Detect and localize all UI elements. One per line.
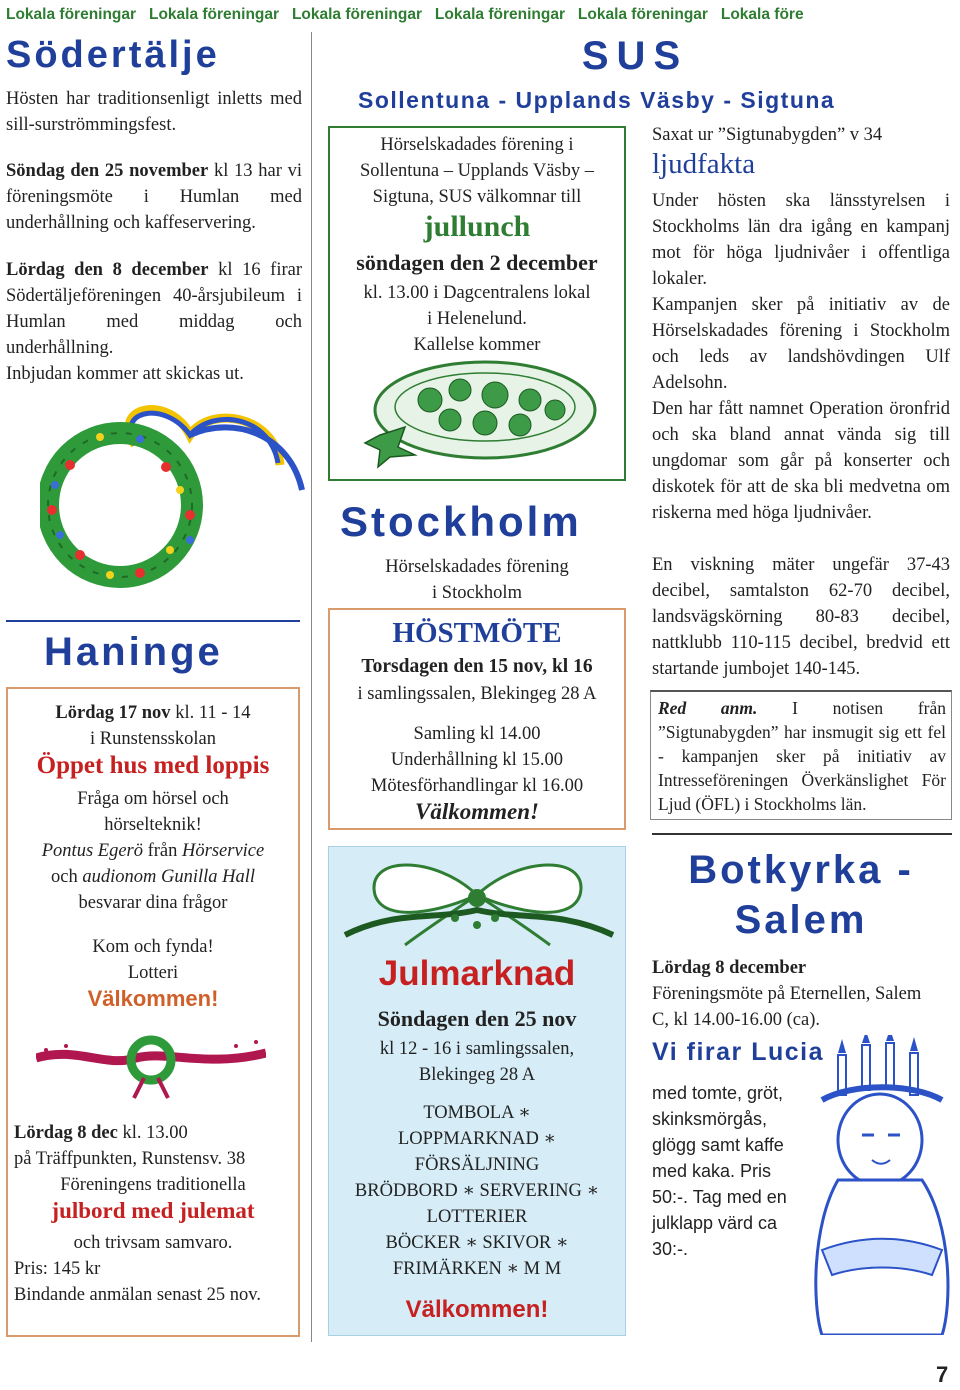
sus-title: SUS xyxy=(581,34,689,78)
haninge-date2-place: på Träffpunkten, Runstensv. 38 xyxy=(14,1149,246,1169)
haninge-julbord: julbord med julemat xyxy=(51,1198,255,1223)
cookie-plate-illustration xyxy=(360,355,600,470)
sus-subtitle: Sollentuna - Upplands Väsby - Sigtuna xyxy=(358,87,836,113)
haninge-speaker-3: besvarar dina frågor xyxy=(78,893,228,913)
stockholm-schedule-2: Underhållning kl 15.00 xyxy=(390,750,564,770)
botkyrka-lucia-text: med tomte, gröt, skinksmörgås, glögg samt kaffe med kaka. Pris 50:-. Tag med en julklapp värd ca 30:-. xyxy=(652,1083,787,1259)
haninge-speaker-och: och xyxy=(50,867,78,887)
julmarknad-date: Söndagen den 25 nov xyxy=(377,1006,577,1031)
lucia-illustration xyxy=(802,1035,958,1335)
sus-intro-3: Sigtuna, SUS välkomnar till xyxy=(372,187,582,207)
botkyrka-title-2: Salem xyxy=(734,898,868,942)
bow-illustration xyxy=(335,850,620,950)
haninge-date xyxy=(8,700,298,726)
haninge-date-bold: Lördag 17 nov xyxy=(55,703,171,723)
botkyrka-title-rule xyxy=(652,833,952,835)
julmarknad-item-6: BÖCKER ∗ SKIVOR ∗ xyxy=(385,1233,569,1253)
haninge-trad: Föreningens traditionella xyxy=(60,1175,246,1195)
stockholm-org-1: Hörselskadades förening xyxy=(385,557,569,577)
sodertalje-p3-date: Lördag den 8 december xyxy=(6,260,209,280)
botkyrka-date: Lördag 8 december xyxy=(652,958,807,978)
julmarknad-item-2: LOPPMARKNAD ∗ xyxy=(397,1129,557,1149)
sodertalje-p2-text: kl 13 har vi föreningsmöte i Humlan med underhållning och kaffeservering. xyxy=(6,161,303,233)
botkyrka-text: Föreningsmöte på Eternellen, Salem C, kl 14.00-16.00 (ca). xyxy=(652,984,922,1030)
page-header: Lokala föreningar Lokala föreningar Lokala föreningar Lokala föreningar Lokala föreningar Lokala före xyxy=(6,6,804,23)
ljudfakta-note-text: I notisen från ”Sigtunabygden” har insmugit sig ett fel - kampanjen sker på initiativ av Intresseföreningen Överkänslighet För Ljud (ÖFL) i Stockholms län. xyxy=(658,698,946,814)
julmarknad-place: Blekingeg 28 A xyxy=(418,1065,536,1085)
sodertalje-p2-date: Söndag den 25 november xyxy=(6,161,209,181)
ljudfakta-p3: Den har fått namnet Operation öronfrid och ska bland annat vända sig till ungdomar som går på konserter och diskotek för att de ska bli medvetna om riskerna med höga ljudnivåer. xyxy=(652,399,950,523)
sus-jullunch: jullunch xyxy=(423,210,531,243)
haninge-date-rest: kl. 11 - 14 xyxy=(175,703,251,723)
haninge-kom: Kom och fynda! xyxy=(92,937,214,957)
haninge-trivsam: och trivsam samvaro. xyxy=(73,1233,233,1253)
julmarknad-item-3: FÖRSÄLJNING xyxy=(414,1155,540,1175)
sodertalje-p3 xyxy=(6,257,302,361)
sodertalje-p1: Hösten har traditionsenligt inletts med sill-surströmmingsfest. xyxy=(6,89,302,135)
haninge-speaker-1 xyxy=(8,838,298,864)
haninge-date2-bold: Lördag 8 dec xyxy=(14,1123,118,1143)
stockholm-place: i samlingssalen, Blekingeg 28 A xyxy=(357,684,597,704)
haninge-date2-rest: kl. 13.00 xyxy=(122,1123,188,1143)
ribbon-wreath-illustration xyxy=(36,1028,266,1100)
column-divider xyxy=(311,32,312,1342)
stockholm-org-2: i Stockholm xyxy=(432,583,522,603)
haninge-speaker-org: Hörservice xyxy=(182,841,265,861)
botkyrka-title-1: Botkyrka - xyxy=(688,848,914,892)
sodertalje-p3-text: kl 16 firar Södertäljeföreningen 40-årsjubileum i Humlan med middag och underhållning. xyxy=(6,260,302,358)
haninge-speaker-from: från xyxy=(147,841,178,861)
haninge-date2 xyxy=(14,1120,294,1146)
ljudfakta-note xyxy=(658,696,946,816)
haninge-audionom: audionom Gunilla Hall xyxy=(82,867,255,887)
ljudfakta-p4: En viskning mäter ungefär 37-43 decibel, samtalston 62-70 decibel, landsvägskörning 80-83 decibel, nattklubb 110-115 decibel, bredvid ett startande jumbojet 140-145. xyxy=(652,555,950,679)
stockholm-title: Stockholm xyxy=(340,498,582,545)
ljudfakta-title: ljudfakta xyxy=(652,148,756,180)
stockholm-schedule-1: Samling kl 14.00 xyxy=(413,724,541,744)
wreath-illustration xyxy=(40,395,310,605)
julmarknad-item-4: BRÖDBORD ∗ SERVERING ∗ xyxy=(354,1181,600,1201)
haninge-pris: Pris: 145 kr xyxy=(14,1259,101,1279)
stockholm-date: Torsdagen den 15 nov, kl 16 xyxy=(361,656,593,677)
haninge-title-rule xyxy=(6,620,300,622)
haninge-anmalan: Bindande anmälan senast 25 nov. xyxy=(14,1285,261,1305)
haninge-lotteri: Lotteri xyxy=(127,963,179,983)
haninge-title: Haninge xyxy=(44,630,223,674)
sodertalje-p2 xyxy=(6,158,302,236)
sodertalje-title: Södertälje xyxy=(6,34,220,76)
julmarknad-time: kl 12 - 16 i samlingssalen, xyxy=(379,1039,575,1059)
sus-time-2: i Helenelund. xyxy=(427,309,527,329)
haninge-event: Öppet hus med loppis xyxy=(36,752,270,779)
page-number: 7 xyxy=(936,1362,949,1387)
stockholm-schedule-3: Mötesförhandlingar kl 16.00 xyxy=(370,776,584,796)
sus-time-1: kl. 13.00 i Dagcentralens lokal xyxy=(363,283,591,303)
ljudfakta-p1: Under hösten ska länsstyrelsen i Stockholms län dra igång en kampanj mot för höga ljudnivåer i offentliga lokaler. xyxy=(652,191,950,289)
haninge-speaker-2 xyxy=(8,864,298,890)
stockholm-valkommen: Välkommen! xyxy=(415,799,539,824)
haninge-speaker-name: Pontus Egerö xyxy=(41,841,143,861)
julmarknad-title: Julmarknad xyxy=(378,954,576,993)
julmarknad-item-7: FRIMÄRKEN ∗ M M xyxy=(392,1259,562,1279)
julmarknad-item-1: TOMBOLA ∗ xyxy=(423,1103,531,1123)
sus-intro-2: Sollentuna – Upplands Väsby – xyxy=(360,161,594,181)
botkyrka-lucia-title: Vi firar Lucia xyxy=(652,1038,824,1066)
ljudfakta-source: Saxat ur ”Sigtunabygden” v 34 xyxy=(652,125,883,145)
julmarknad-item-5: LOTTERIER xyxy=(426,1207,528,1227)
haninge-place: i Runstensskolan xyxy=(90,729,216,749)
julmarknad-valkommen: Välkommen! xyxy=(405,1296,549,1323)
ljudfakta-note-label: Red anm. xyxy=(658,698,758,718)
haninge-q1: Fråga om hörsel och xyxy=(77,789,229,809)
ljudfakta-p2: Kampanjen sker på initiativ av de Hörselskadades förening i Stockholm och leds av landshövdingen Ulf Adelsohn. xyxy=(652,295,950,393)
sus-intro-1: Hörselskadades förening i xyxy=(380,135,574,155)
haninge-valkommen: Välkommen! xyxy=(87,986,219,1011)
sus-date: söndagen den 2 december xyxy=(356,250,598,275)
sus-kallelse: Kallelse kommer xyxy=(413,335,541,355)
sodertalje-p4: Inbjudan kommer att skickas ut. xyxy=(6,364,244,384)
stockholm-hostmote: HÖSTMÖTE xyxy=(392,617,562,649)
haninge-q2: hörselteknik! xyxy=(104,815,202,835)
